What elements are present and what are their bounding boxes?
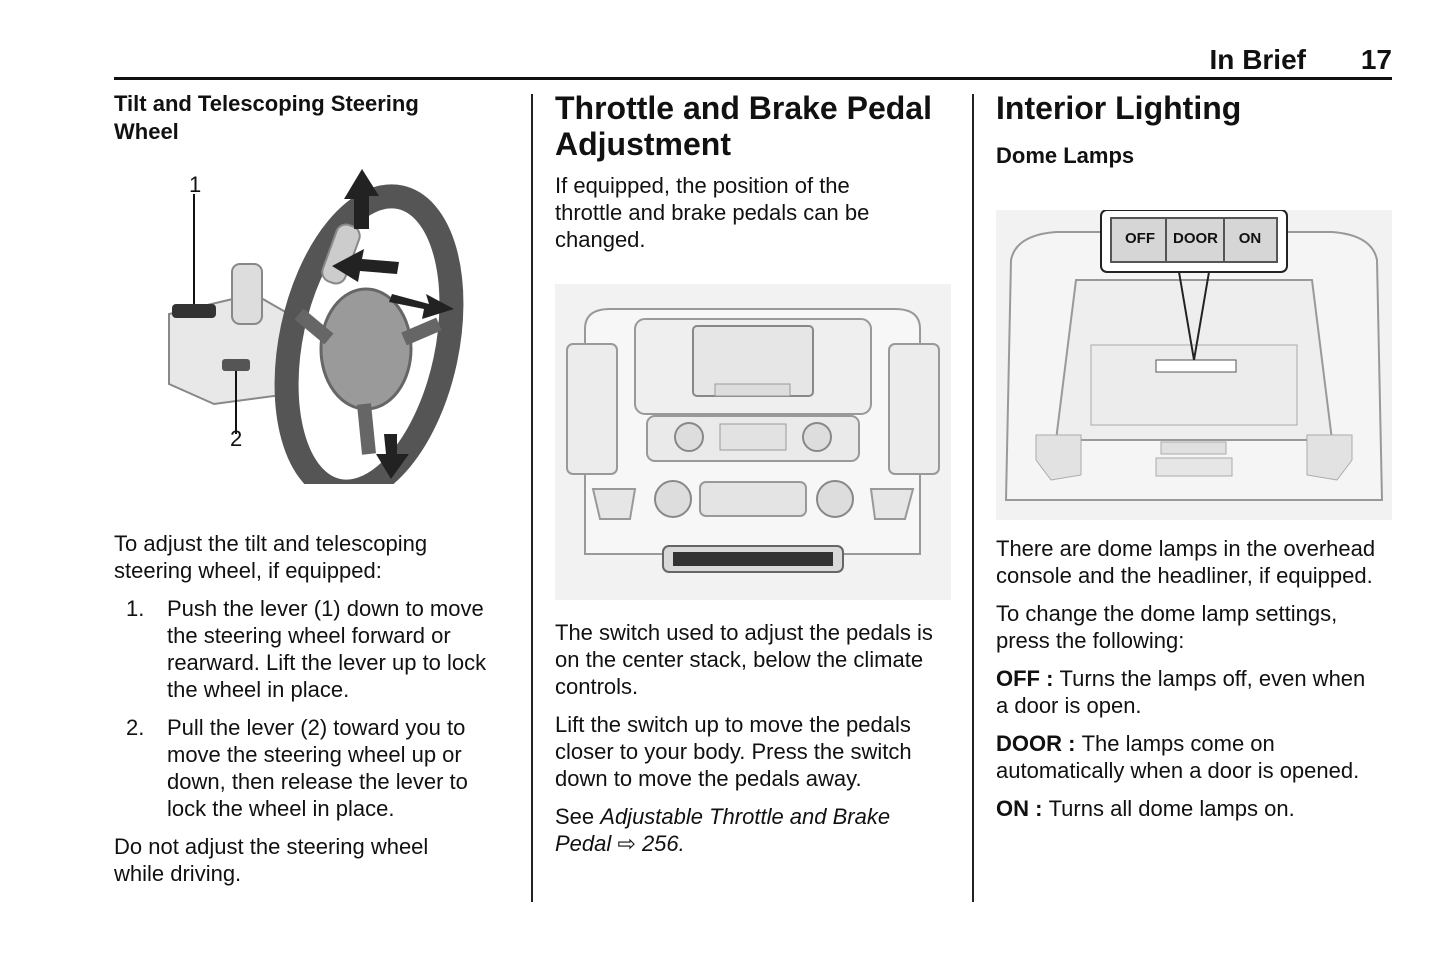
- column-lighting: [996, 90, 1396, 822]
- lighting-heading: Interior Lighting: [996, 90, 1242, 126]
- switch-label-on: ON: [1238, 230, 1262, 247]
- callout-1: 1: [189, 172, 202, 197]
- steering-heading: Tilt and Telescoping Steering Wheel: [114, 91, 419, 144]
- list-item: [114, 714, 509, 822]
- column-steering: [114, 90, 509, 887]
- switch-label-off: OFF: [1125, 230, 1155, 247]
- pedal-switch-usage: Lift the switch up to move the pedals closer to your body. Press the switch down to move the pedals away.: [555, 712, 912, 791]
- dome-lamps-intro: There are dome lamps in the overhead console and the headliner, if equipped.: [996, 536, 1376, 588]
- steering-intro: To adjust the tilt and telescoping steering wheel, if equipped:: [114, 531, 428, 583]
- pedal-intro: If equipped, the position of the throttle and brake pedals can be changed.: [555, 173, 870, 252]
- steering-wheel-illustration: [114, 154, 509, 484]
- page-ref-icon: ⇨: [611, 831, 636, 856]
- column-pedal: [555, 90, 955, 857]
- off-term: OFF :: [996, 666, 1060, 691]
- overhead-console-illustration: [996, 210, 1392, 520]
- center-stack-diagram: [555, 284, 951, 600]
- switch-label-door: DOOR: [1173, 230, 1218, 247]
- page-header: [114, 42, 1392, 78]
- steering-wheel-diagram: [114, 154, 509, 484]
- dome-lamps-heading: Dome Lamps: [996, 143, 1135, 168]
- see-page: 256.: [635, 831, 685, 856]
- header-rule: [114, 77, 1392, 80]
- column-divider-1: [531, 94, 533, 902]
- column-divider-2: [972, 94, 974, 902]
- on-desc: Turns all dome lamps on.: [1048, 796, 1295, 821]
- see-reference-link[interactable]: Adjustable Throttle and Brake Pedal: [555, 804, 891, 856]
- pedal-reference: [555, 803, 950, 857]
- step-text: Push the lever (1) down to move the steering wheel forward or rearward. Lift the lever up to lock the wheel in place.: [167, 596, 487, 702]
- step-text: Pull the lever (2) toward you to move the steering wheel up or down, then release the lever to lock the wheel in place.: [167, 715, 468, 821]
- pedal-heading: Throttle and Brake Pedal Adjustment: [555, 90, 932, 162]
- pedal-switch-location: The switch used to adjust the pedals is on the center stack, below the climate controls.: [555, 620, 933, 699]
- steering-warning: Do not adjust the steering wheel while driving.: [114, 834, 429, 886]
- center-stack-illustration: [555, 284, 951, 600]
- on-term: ON :: [996, 796, 1049, 821]
- step-number: 2.: [126, 715, 145, 740]
- callout-2: 2: [230, 426, 243, 451]
- door-term: DOOR :: [996, 731, 1082, 756]
- door-desc: The lamps come on automatically when a door is opened.: [996, 731, 1360, 783]
- list-item: [114, 595, 509, 703]
- door-setting: [996, 730, 1376, 784]
- on-setting: [996, 795, 1376, 822]
- off-desc: Turns the lamps off, even when a door is open.: [996, 666, 1366, 718]
- step-number: 1.: [126, 596, 145, 621]
- steering-steps: [114, 595, 509, 822]
- section-title: In Brief: [1209, 44, 1306, 75]
- overhead-console-diagram: [996, 210, 1392, 520]
- page-number: 17: [1360, 44, 1392, 75]
- off-setting: [996, 665, 1376, 719]
- see-prefix: See: [555, 804, 601, 829]
- dome-lamps-instruction: To change the dome lamp settings, press the following:: [996, 601, 1338, 653]
